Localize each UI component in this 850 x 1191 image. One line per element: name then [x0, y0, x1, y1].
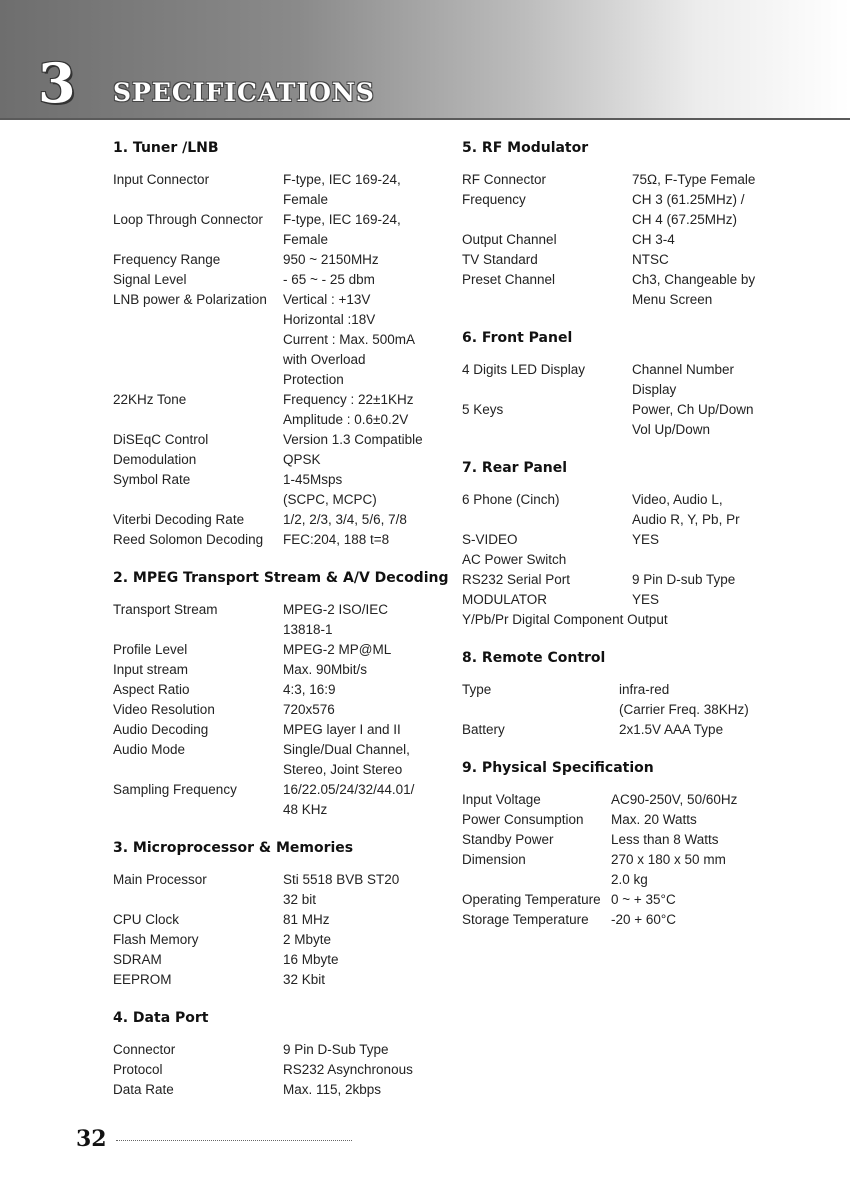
spec-value: MPEG layer I and II — [283, 722, 401, 737]
spec-row — [462, 790, 822, 810]
spec-label: LNB power & Polarization — [113, 292, 267, 307]
spec-row — [113, 950, 443, 970]
spec-value: Power, Ch Up/Down Vol Up/Down — [632, 402, 754, 437]
left-column — [113, 138, 449, 1118]
spec-value: Channel Number Display — [632, 362, 735, 397]
spec-value: YES — [632, 592, 660, 607]
spec-row — [113, 680, 443, 700]
section-title: 7. Rear Panel — [462, 460, 568, 476]
section-title: 8. Remote Control — [462, 650, 606, 666]
spec-row — [113, 510, 443, 530]
chapter-number: 3 — [38, 51, 76, 115]
spec-label: CPU Clock — [113, 912, 180, 927]
spec-label: Frequency Range — [113, 252, 221, 267]
spec-value: Max. 90Mbit/s — [283, 662, 368, 677]
section-title: 4. Data Port — [113, 1010, 209, 1026]
spec-label: Input stream — [113, 662, 189, 677]
spec-value: QPSK — [283, 452, 321, 467]
spec-row — [113, 600, 443, 640]
spec-row — [113, 640, 443, 660]
spec-row — [113, 450, 443, 470]
spec-label: Loop Through Connector — [113, 212, 263, 227]
section-title: 1. Tuner /LNB — [113, 140, 219, 156]
spec-value: Video, Audio L, Audio R, Y, Pb, Pr — [632, 492, 740, 527]
spec-value: 81 MHz — [283, 912, 330, 927]
spec-label: Aspect Ratio — [113, 682, 190, 697]
spec-label: RS232 Serial Port — [462, 572, 571, 587]
spec-section — [113, 568, 449, 820]
spec-section — [462, 648, 822, 740]
spec-label: Storage Temperature — [462, 912, 589, 927]
spec-row — [113, 1060, 443, 1080]
spec-row — [462, 550, 822, 570]
spec-label: SDRAM — [113, 952, 162, 967]
spec-section — [462, 758, 822, 930]
spec-label: Transport Stream — [113, 602, 218, 617]
spec-value: YES — [632, 532, 660, 547]
spec-section — [462, 138, 822, 310]
spec-section — [462, 458, 822, 630]
spec-label: Profile Level — [113, 642, 188, 657]
spec-row — [113, 170, 443, 210]
spec-value: 9 Pin D-Sub Type — [283, 1042, 389, 1057]
spec-value: CH 3-4 — [632, 232, 675, 247]
spec-row — [113, 910, 443, 930]
spec-value: RS232 Asynchronous — [283, 1062, 413, 1077]
spec-row — [462, 530, 822, 550]
spec-value: F-type, IEC 169-24, Female — [283, 212, 401, 247]
spec-row — [462, 850, 822, 890]
spec-row — [462, 490, 822, 530]
spec-label: 5 Keys — [462, 402, 504, 417]
spec-row — [462, 230, 822, 250]
spec-row — [462, 190, 822, 230]
right-column — [462, 138, 822, 948]
spec-value: infra-red (Carrier Freq. 38KHz) — [619, 682, 749, 717]
spec-label: 4 Digits LED Display — [462, 362, 586, 377]
spec-label: Symbol Rate — [113, 472, 191, 487]
spec-label: Standby Power — [462, 832, 554, 847]
spec-value: 950 ~ 2150MHz — [283, 252, 379, 267]
spec-row — [113, 660, 443, 680]
spec-value: 1/2, 2/3, 3/4, 5/6, 7/8 — [283, 512, 407, 527]
page-number: 32 — [76, 1126, 107, 1152]
spec-row — [113, 1040, 443, 1060]
spec-row — [462, 720, 822, 740]
spec-row — [462, 680, 822, 720]
spec-value: Sti 5518 BVB ST20 32 bit — [283, 872, 400, 907]
spec-row — [462, 170, 822, 190]
spec-label: Flash Memory — [113, 932, 199, 947]
spec-label: Output Channel — [462, 232, 557, 247]
spec-row — [113, 390, 443, 430]
spec-row — [113, 470, 443, 510]
spec-label: Input Connector — [113, 172, 210, 187]
spec-row — [462, 910, 822, 930]
spec-value: Less than 8 Watts — [611, 832, 719, 847]
spec-row — [462, 360, 822, 400]
spec-label: AC Power Switch — [462, 552, 567, 567]
spec-label: Input Voltage — [462, 792, 541, 807]
spec-label: Audio Decoding — [113, 722, 209, 737]
spec-row — [462, 810, 822, 830]
spec-label: Battery — [462, 722, 505, 737]
spec-label: TV Standard — [462, 252, 538, 267]
section-title: 9. Physical Specification — [462, 760, 654, 776]
spec-value: Vertical : +13V Horizontal :18V Current : Max. 500mA with Overload Protection — [283, 292, 416, 387]
spec-label: Main Processor — [113, 872, 207, 887]
spec-value: 0 ~ + 35°C — [611, 892, 676, 907]
spec-label: Power Consumption — [462, 812, 584, 827]
spec-label: MODULATOR — [462, 592, 548, 607]
spec-row — [462, 890, 822, 910]
spec-value: 2 Mbyte — [283, 932, 332, 947]
spec-row — [113, 970, 443, 990]
spec-label: Connector — [113, 1042, 176, 1057]
spec-value: Version 1.3 Compatible — [283, 432, 423, 447]
spec-section — [113, 138, 443, 550]
spec-value: - 65 ~ - 25 dbm — [283, 272, 375, 287]
spec-value: Max. 115, 2kbps — [283, 1082, 382, 1097]
footer-dotted-rule — [116, 1140, 352, 1141]
spec-label: EEPROM — [113, 972, 172, 987]
spec-value: Single/Dual Channel, Stereo, Joint Stereo — [283, 742, 410, 777]
spec-row — [462, 270, 822, 310]
spec-label: Preset Channel — [462, 272, 556, 287]
section-title: 5. RF Modulator — [462, 140, 589, 156]
spec-value: NTSC — [632, 252, 669, 267]
header-rule — [0, 118, 850, 120]
spec-row — [113, 270, 443, 290]
spec-row — [113, 720, 443, 740]
spec-section — [113, 838, 443, 990]
spec-label: Y/Pb/Pr Digital Component Output — [462, 612, 668, 627]
spec-label: Sampling Frequency — [113, 782, 237, 797]
spec-value: CH 3 (61.25MHz) / CH 4 (67.25MHz) — [632, 192, 745, 227]
spec-label: DiSEqC Control — [113, 432, 209, 447]
spec-section — [462, 328, 822, 440]
spec-value: F-type, IEC 169-24, Female — [283, 172, 401, 207]
spec-label: Demodulation — [113, 452, 197, 467]
spec-row — [113, 290, 443, 390]
spec-row — [462, 610, 822, 630]
spec-value: 32 Kbit — [283, 972, 326, 987]
chapter-title: SPECIFICATIONS — [113, 78, 375, 107]
spec-row — [113, 530, 443, 550]
spec-label: 6 Phone (Cinch) — [462, 492, 560, 507]
spec-value: 75Ω, F-Type Female — [632, 172, 756, 187]
section-title: 6. Front Panel — [462, 330, 573, 346]
spec-label: Audio Mode — [113, 742, 186, 757]
spec-label: Reed Solomon Decoding — [113, 532, 264, 547]
spec-label: Signal Level — [113, 272, 187, 287]
spec-value: 4:3, 16:9 — [283, 682, 336, 697]
spec-row — [113, 1080, 443, 1100]
spec-label: S-VIDEO — [462, 532, 518, 547]
spec-row — [462, 570, 822, 590]
spec-row — [462, 400, 822, 440]
spec-value: Max. 20 Watts — [611, 812, 697, 827]
spec-label: Type — [462, 682, 492, 697]
spec-value: FEC:204, 188 t=8 — [283, 532, 390, 547]
section-title: 2. MPEG Transport Stream & A/V Decoding — [113, 570, 449, 586]
spec-section — [113, 1008, 443, 1100]
spec-value: AC90-250V, 50/60Hz — [611, 792, 738, 807]
spec-value: 16 Mbyte — [283, 952, 339, 967]
spec-value: MPEG-2 MP@ML — [283, 642, 392, 657]
spec-value: 720x576 — [283, 702, 335, 717]
spec-row — [113, 740, 443, 780]
spec-label: RF Connector — [462, 172, 547, 187]
spec-row — [462, 830, 822, 850]
spec-value: -20 + 60°C — [611, 912, 677, 927]
spec-row — [113, 700, 443, 720]
spec-row — [113, 250, 443, 270]
spec-value: 1-45Msps (SCPC, MCPC) — [283, 472, 377, 507]
spec-label: Dimension — [462, 852, 526, 867]
spec-label: Data Rate — [113, 1082, 174, 1097]
spec-row — [113, 930, 443, 950]
section-title: 3. Microprocessor & Memories — [113, 840, 354, 856]
spec-row — [113, 430, 443, 450]
spec-value: Frequency : 22±1KHz Amplitude : 0.6±0.2V — [283, 392, 414, 427]
spec-label: Viterbi Decoding Rate — [113, 512, 245, 527]
spec-row — [113, 870, 443, 910]
spec-label: 22KHz Tone — [113, 392, 187, 407]
spec-row — [462, 590, 822, 610]
spec-row — [113, 780, 443, 820]
spec-label: Frequency — [462, 192, 526, 207]
spec-label: Protocol — [113, 1062, 163, 1077]
spec-row — [113, 210, 443, 250]
spec-value: 270 x 180 x 50 mm 2.0 kg — [611, 852, 726, 887]
spec-value: MPEG-2 ISO/IEC 13818-1 — [283, 602, 389, 637]
spec-value: Ch3, Changeable by Menu Screen — [632, 272, 756, 307]
spec-value: 9 Pin D-sub Type — [632, 572, 736, 587]
spec-row — [462, 250, 822, 270]
spec-value: 16/22.05/24/32/44.01/ 48 KHz — [283, 782, 415, 817]
spec-label: Video Resolution — [113, 702, 215, 717]
spec-label: Operating Temperature — [462, 892, 601, 907]
spec-value: 2x1.5V AAA Type — [619, 722, 724, 737]
